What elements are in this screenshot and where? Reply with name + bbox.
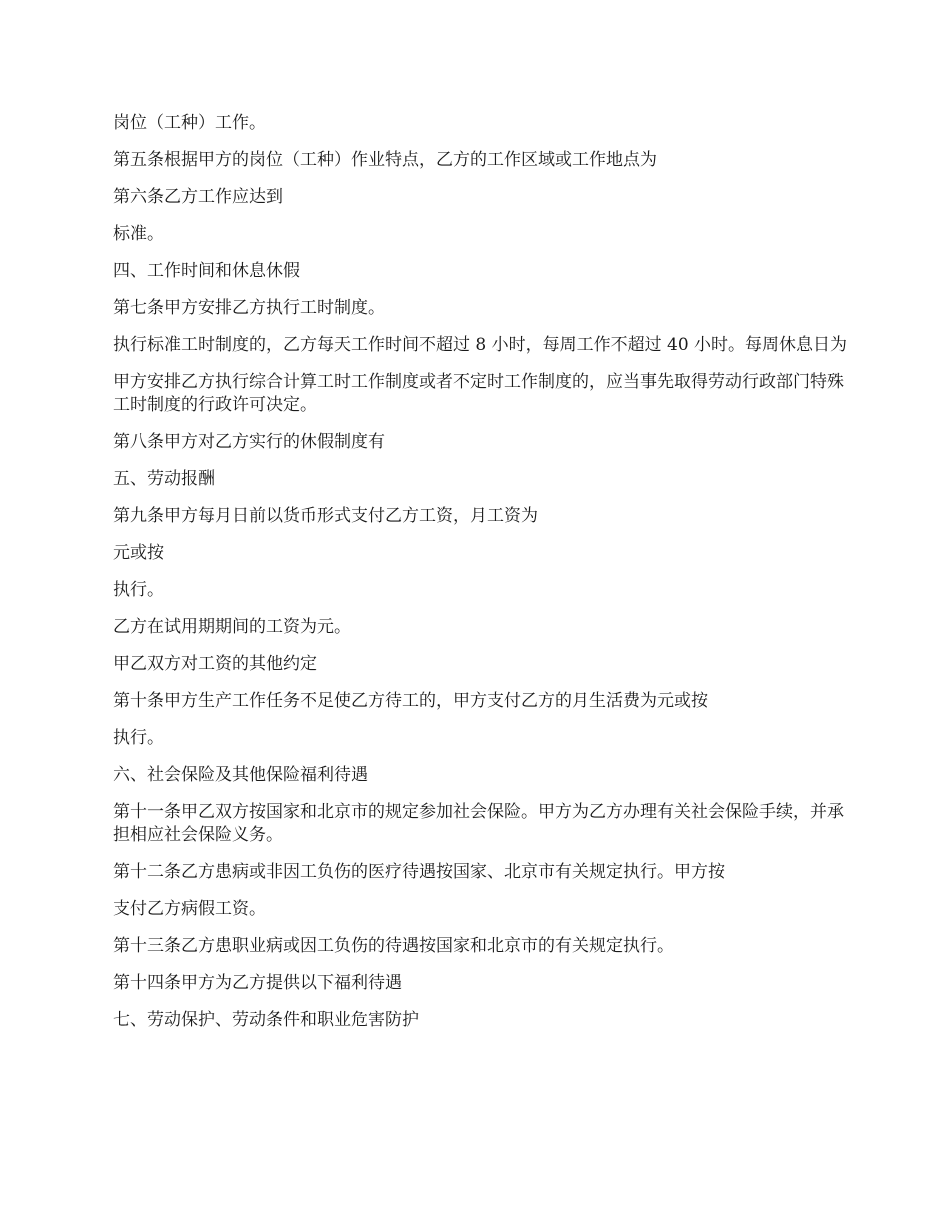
paragraph: 甲方安排乙方执行综合计算工时工作制度或者不定时工作制度的，应当事先取得劳动行政部门特殊工时制度的行政许可决定。 xyxy=(113,372,844,415)
paragraph: 第十三条乙方患职业病或因工负伤的待遇按国家和北京市的有关规定执行。 xyxy=(113,936,674,956)
paragraph: 第八条甲方对乙方实行的休假制度有 xyxy=(113,432,385,452)
paragraph: 第十四条甲方为乙方提供以下福利待遇 xyxy=(113,973,402,993)
paragraph: 第十条甲方生产工作任务不足使乙方待工的，甲方支付乙方的月生活费为元或按 xyxy=(113,691,708,711)
document-body xyxy=(113,112,848,1046)
paragraph: 第六条乙方工作应达到 xyxy=(113,187,283,207)
paragraph: 标准。 xyxy=(113,224,164,244)
paragraph: 元或按 xyxy=(113,543,164,563)
paragraph: 岗位（工种）工作。 xyxy=(113,113,266,133)
paragraph: 甲乙双方对工资的其他约定 xyxy=(113,654,317,674)
paragraph: 执行。 xyxy=(113,728,164,748)
section-heading: 五、劳动报酬 xyxy=(113,469,215,489)
paragraph: 乙方在试用期期间的工资为元。 xyxy=(113,617,351,637)
paragraph: 第十二条乙方患病或非因工负伤的医疗待遇按国家、北京市有关规定执行。甲方按 xyxy=(113,862,725,882)
section-heading: 七、劳动保护、劳动条件和职业危害防护 xyxy=(113,1010,419,1030)
paragraph: 执行。 xyxy=(113,580,164,600)
paragraph: 第五条根据甲方的岗位（工种）作业特点，乙方的工作区域或工作地点为 xyxy=(113,150,657,170)
paragraph: 支付乙方病假工资。 xyxy=(113,899,266,919)
section-heading: 六、社会保险及其他保险福利待遇 xyxy=(113,765,368,785)
paragraph: 执行标准工时制度的，乙方每天工作时间不超过 8 小时，每周工作不超过 40 小时。每周休息日为 xyxy=(113,335,848,355)
paragraph: 第七条甲方安排乙方执行工时制度。 xyxy=(113,298,385,318)
paragraph: 第九条甲方每月日前以货币形式支付乙方工资，月工资为 xyxy=(113,506,538,526)
section-heading: 四、工作时间和休息休假 xyxy=(113,261,300,281)
paragraph: 第十一条甲乙双方按国家和北京市的规定参加社会保险。甲方为乙方办理有关社会保险手续，并承担相应社会保险义务。 xyxy=(113,802,844,845)
